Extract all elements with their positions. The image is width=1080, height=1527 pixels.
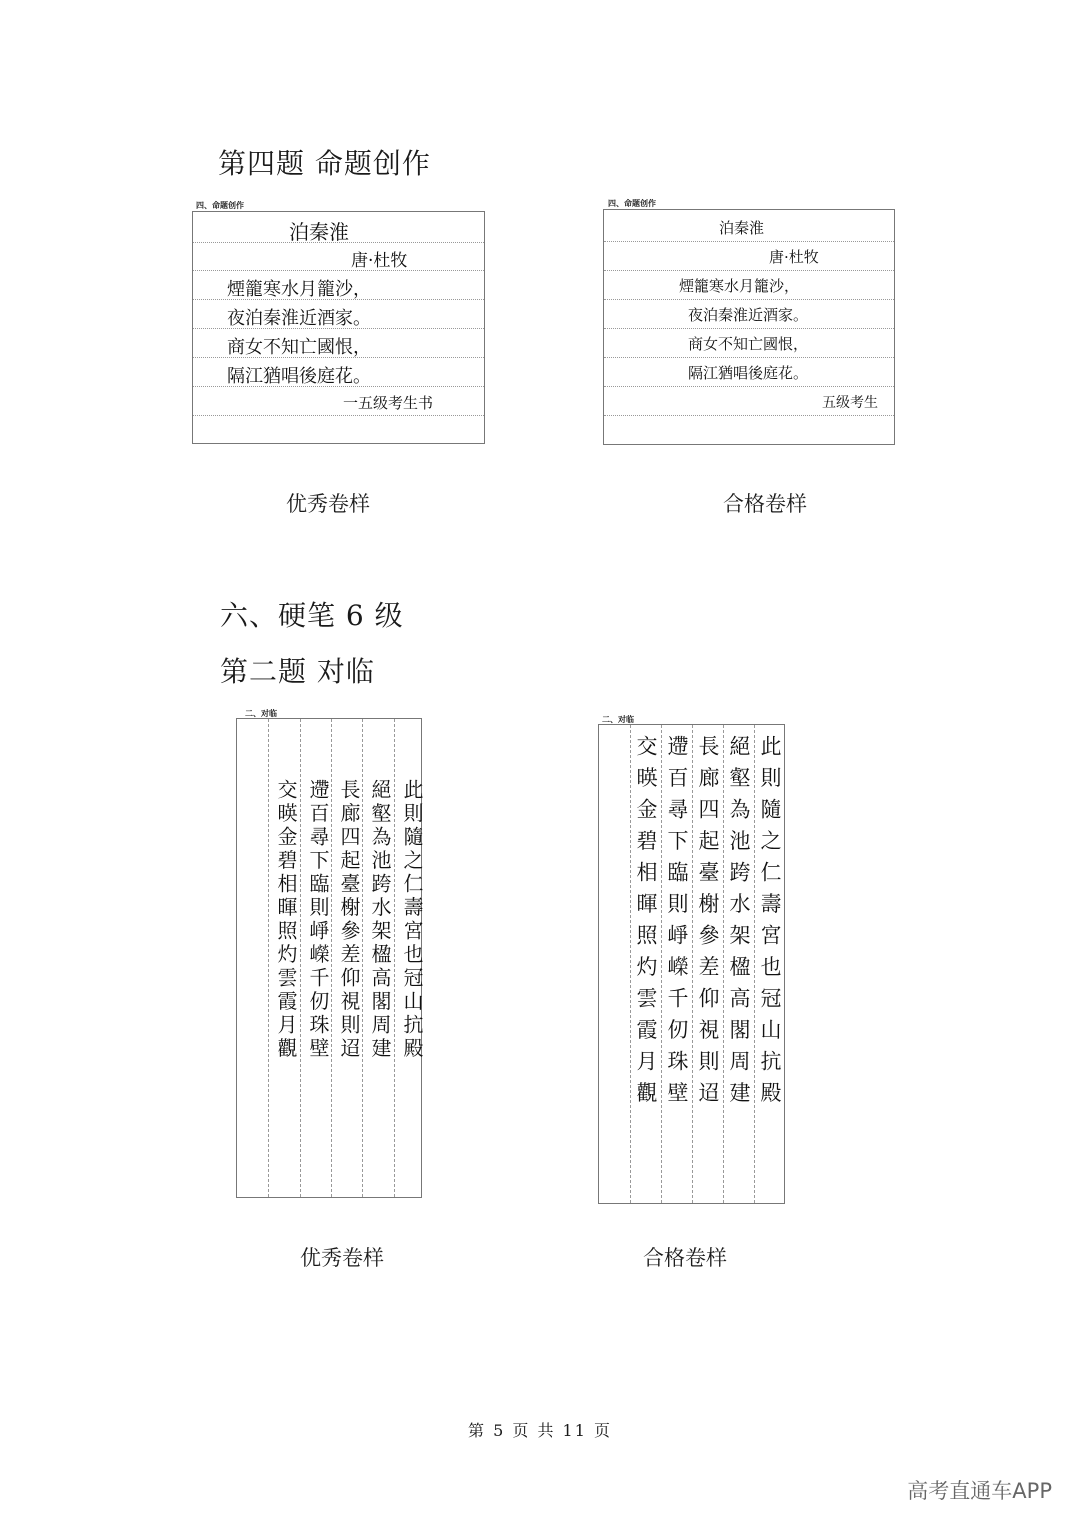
copy-column: 絕壑為池跨水架楹高閣周建 <box>368 779 392 1061</box>
caption-excellent: 优秀卷样 <box>300 1246 384 1270</box>
caption-qualified: 合格卷样 <box>723 492 807 516</box>
poem-line: 夜泊秦淮近酒家。 <box>227 308 371 329</box>
poem-line: 隔江猶唱後庭花。 <box>688 364 809 382</box>
sheet-label: 四、命题创作 <box>196 201 244 210</box>
column-line <box>394 719 395 1197</box>
subsection-heading-copy: 第二题 对临 <box>220 655 375 688</box>
sheet-label: 二、对临 <box>602 715 634 724</box>
poem-line: 煙籠寒水月籠沙， <box>679 277 800 295</box>
signature: 五级考生 <box>822 395 878 411</box>
watermark: 高考直通车APP <box>907 1479 1052 1503</box>
sheet-label: 四、命题创作 <box>608 199 656 208</box>
row-line <box>604 328 894 329</box>
column-line <box>692 725 693 1203</box>
column-line <box>331 719 332 1197</box>
row-line <box>604 415 894 416</box>
copy-column: 此則隨之仁壽宮也冠山抗殿 <box>758 735 782 1113</box>
sheet-label: 二、对临 <box>245 709 277 718</box>
column-line <box>300 719 301 1197</box>
excellent-sample-copy <box>236 718 422 1198</box>
poem-line: 商女不知亡國恨， <box>688 335 809 353</box>
column-line <box>362 719 363 1197</box>
excellent-sample-creation <box>192 211 485 444</box>
poem-author: 唐·杜牧 <box>769 248 819 266</box>
row-line <box>604 270 894 271</box>
poem-line: 夜泊秦淮近酒家。 <box>688 306 809 324</box>
poem-line: 隔江猶唱後庭花。 <box>227 366 371 387</box>
poem-line: 商女不知亡國恨， <box>227 337 371 358</box>
row-line <box>604 386 894 387</box>
copy-column: 長廊四起臺榭參差仰視則迢 <box>696 735 720 1113</box>
section-heading-level6: 六、硬笔 6 级 <box>220 599 404 632</box>
copy-column: 長廊四起臺榭參差仰視則迢 <box>337 779 361 1061</box>
poem-title: 泊秦淮 <box>719 219 765 237</box>
copy-column: 交暎金碧相暉照灼雲霞月觀 <box>274 779 298 1061</box>
column-line <box>723 725 724 1203</box>
qualified-sample-copy <box>598 724 785 1204</box>
copy-column: 遰百尋下臨則崢嶸千仞珠壁 <box>665 735 689 1113</box>
poem-title: 泊秦淮 <box>289 220 349 244</box>
poem-line: 煙籠寒水月籠沙， <box>227 279 371 300</box>
signature: 一五级考生书 <box>343 394 434 412</box>
caption-excellent: 优秀卷样 <box>286 492 370 516</box>
copy-column: 交暎金碧相暉照灼雲霞月觀 <box>634 735 658 1113</box>
row-line <box>604 241 894 242</box>
row-line <box>604 357 894 358</box>
row-line <box>604 299 894 300</box>
row-line <box>193 270 484 271</box>
copy-column: 遰百尋下臨則崢嶸千仞珠壁 <box>306 779 330 1061</box>
column-line <box>268 719 269 1197</box>
page-footer: 第 5 页 共 11 页 <box>468 1421 612 1440</box>
caption-qualified: 合格卷样 <box>643 1246 727 1270</box>
section-heading-4: 第四题 命题创作 <box>218 147 431 180</box>
copy-column: 此則隨之仁壽宮也冠山抗殿 <box>400 779 424 1061</box>
column-line <box>630 725 631 1203</box>
qualified-sample-creation <box>603 209 895 445</box>
column-line <box>754 725 755 1203</box>
column-line <box>661 725 662 1203</box>
copy-column: 絕壑為池跨水架楹高閣周建 <box>727 735 751 1113</box>
row-line <box>193 415 484 416</box>
poem-author: 唐·杜牧 <box>351 251 408 271</box>
